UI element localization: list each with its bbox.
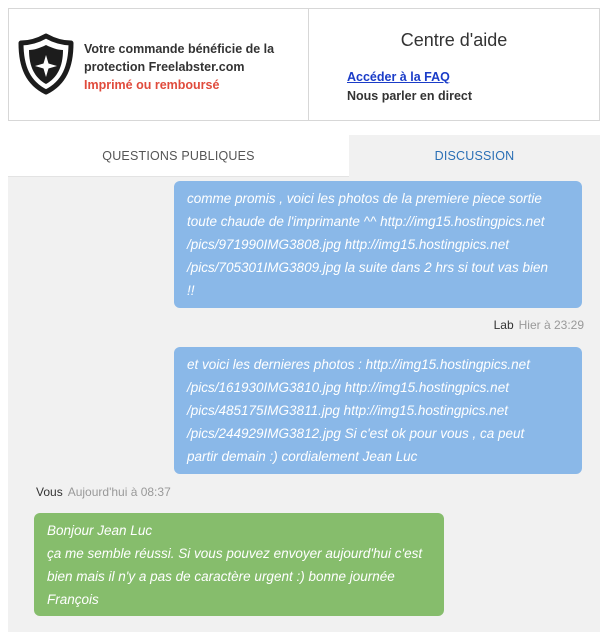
message-line: Bonjour Jean Luc <box>47 523 153 538</box>
message-timestamp: Aujourd'hui à 08:37 <box>67 485 171 499</box>
message-meta-lab <box>494 318 584 332</box>
protection-text <box>84 40 304 94</box>
live-chat-link[interactable]: Nous parler en direct <box>347 89 473 103</box>
message-line: toute chaude de l'imprimante ^^ http://img15.hostingpics.net <box>187 214 545 229</box>
protection-section <box>9 9 309 120</box>
protection-line-1: Votre commande bénéficie de la <box>84 42 275 56</box>
order-info-panel <box>8 8 600 121</box>
tab-discussion[interactable]: DISCUSSION <box>349 135 600 177</box>
protection-line-2: protection Freelabster.com <box>84 60 245 74</box>
message-line: /pics/244929IMG3812.jpg Si c'est ok pour vous , ca peut <box>187 426 525 441</box>
message-line: bien mais il n'y a pas de caractère urgent :) bonne journée <box>47 569 395 584</box>
message-line: comme promis , voici les photos de la premiere piece sortie <box>187 191 542 206</box>
message-line: ça me semble réussi. Si vous pouvez envoyer aujourd'hui c'est <box>47 546 423 561</box>
message-bubble-me <box>34 513 444 616</box>
message-timestamp: Hier à 23:29 <box>518 318 584 332</box>
help-center <box>309 9 599 120</box>
message-line: /pics/971990IMG3808.jpg http://img15.hostingpics.net <box>187 237 509 252</box>
message-author: Vous <box>36 485 63 499</box>
guarantee-text: Imprimé ou remboursé <box>84 78 220 92</box>
message-meta-me <box>36 485 171 499</box>
faq-link[interactable]: Accéder à la FAQ <box>347 70 450 84</box>
message-line: /pics/485175IMG3811.jpg http://img15.hostingpics.net <box>187 403 508 418</box>
message-line: et voici les dernieres photos : http://img15.hostingpics.net <box>187 357 530 372</box>
message-line: !! <box>187 283 195 298</box>
message-author: Lab <box>493 318 514 332</box>
discussion-thread <box>8 177 600 632</box>
tab-bar <box>8 135 600 177</box>
message-bubble-lab-1 <box>174 181 582 308</box>
message-line: /pics/161930IMG3810.jpg http://img15.hostingpics.net <box>187 380 509 395</box>
tab-public-questions[interactable]: QUESTIONS PUBLIQUES <box>8 135 349 177</box>
message-bubble-lab-2 <box>174 347 582 474</box>
help-center-title: Centre d'aide <box>400 30 508 50</box>
shield-star-icon <box>17 33 75 95</box>
message-line: François <box>47 592 99 607</box>
message-line: partir demain :) cordialement Jean Luc <box>187 449 418 464</box>
message-line: /pics/705301IMG3809.jpg la suite dans 2 hrs si tout vas bien <box>187 260 548 275</box>
